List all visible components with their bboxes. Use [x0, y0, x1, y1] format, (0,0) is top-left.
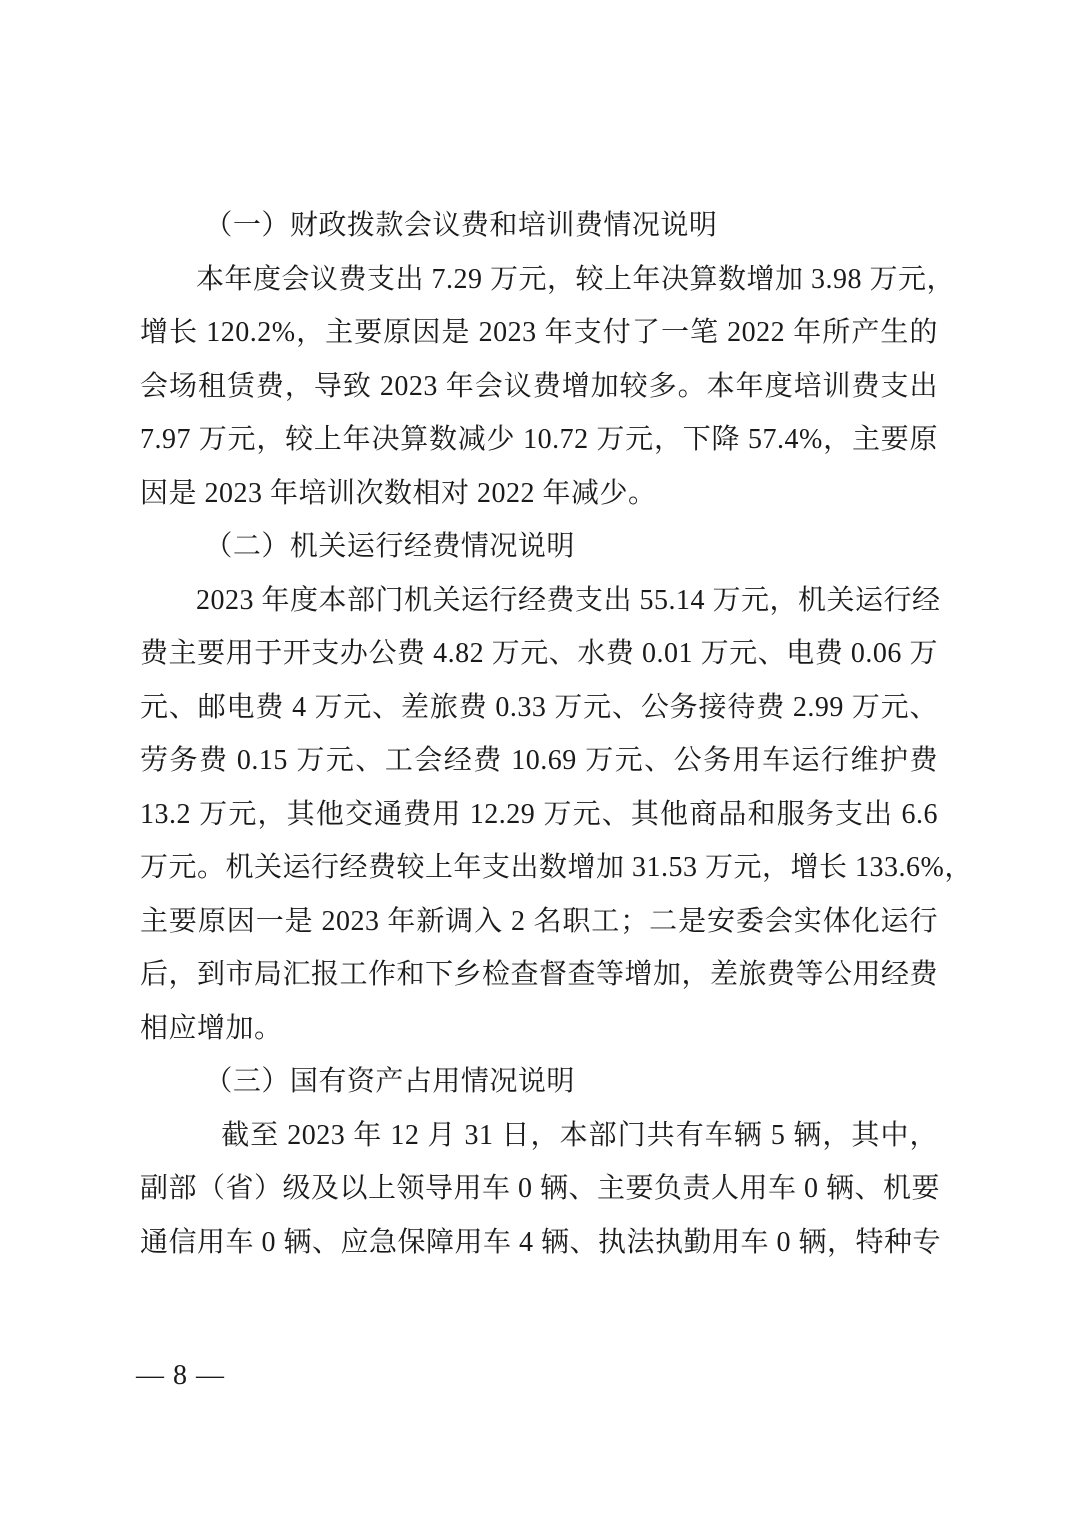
- text-line: 截至 2023 年 12 月 31 日，本部门共有车辆 5 辆，其中，: [221, 1119, 938, 1151]
- text-line: 相应增加。: [140, 1012, 283, 1044]
- text-line: 本年度会议费支出 7.29 万元，较上年决算数增加 3.98 万元，: [196, 263, 956, 295]
- document-body: [140, 199, 973, 1269]
- text-line: 13.2 万元，其他交通费用 12.29 万元、其他商品和服务支出 6.6: [140, 798, 938, 830]
- section-heading-1: （一）财政拨款会议费和培训费情况说明: [204, 210, 718, 241]
- text-line: 万元。机关运行经费较上年支出数增加 31.53 万元，增长 133.6%，: [140, 852, 973, 883]
- text-line: 劳务费 0.15 万元、工会经费 10.69 万元、公务用车运行维护费: [140, 745, 938, 776]
- text-line: 副部（省）级及以上领导用车 0 辆、主要负责人用车 0 辆、机要: [140, 1173, 941, 1204]
- text-line: 7.97 万元，较上年决算数减少 10.72 万元，下降 57.4%，主要原: [140, 424, 938, 455]
- text-line: 主要原因一是 2023 年新调入 2 名职工；二是安委会实体化运行: [140, 905, 938, 937]
- section-heading-3: （三）国有资产占用情况说明: [204, 1066, 575, 1097]
- page-number: — 8 —: [136, 1360, 225, 1391]
- text-line: 通信用车 0 辆、应急保障用车 4 辆、执法执勤用车 0 辆，特种专: [140, 1226, 942, 1258]
- text-line: 元、邮电费 4 万元、差旅费 0.33 万元、公务接待费 2.99 万元、: [140, 691, 938, 723]
- section-heading-2: （二）机关运行经费情况说明: [204, 531, 575, 562]
- text-line: 费主要用于开支办公费 4.82 万元、水费 0.01 万元、电费 0.06 万: [140, 638, 938, 669]
- text-line: 2023 年度本部门机关运行经费支出 55.14 万元，机关运行经: [196, 584, 941, 616]
- text-line: 会场租赁费，导致 2023 年会议费增加较多。本年度培训费支出: [140, 370, 938, 402]
- text-line: 后，到市局汇报工作和下乡检查督查等增加，差旅费等公用经费: [140, 959, 939, 990]
- text-line: 增长 120.2%，主要原因是 2023 年支付了一笔 2022 年所产生的: [140, 317, 938, 348]
- text-line: 因是 2023 年培训次数相对 2022 年减少。: [140, 477, 657, 509]
- page-footer: [136, 1356, 225, 1396]
